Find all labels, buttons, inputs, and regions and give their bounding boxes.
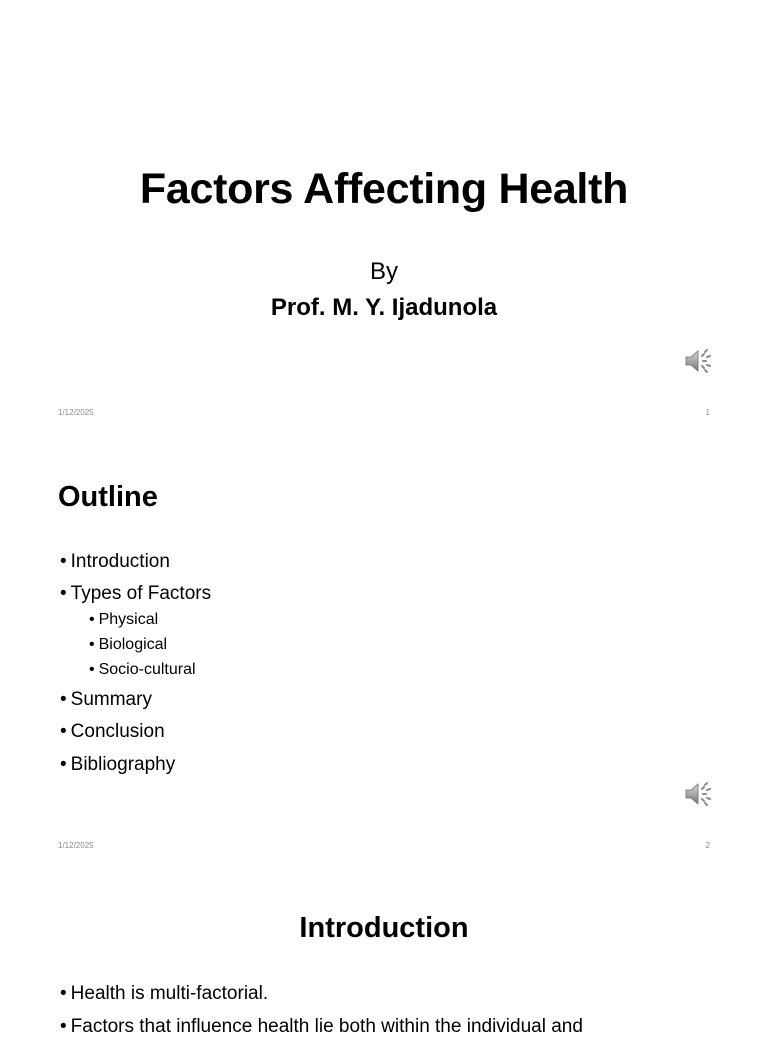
introduction-title: Introduction [299, 912, 469, 944]
slide-date: 1/12/2025 [58, 408, 94, 417]
list-item: • Health is multi-factorial. [60, 983, 269, 1004]
sub-list-item: • Socio-cultural [89, 661, 196, 678]
bullet-icon: • [60, 721, 67, 742]
sub-list-item: • Physical [89, 611, 159, 628]
bullet-icon: • [60, 983, 67, 1004]
bullet-icon: • [89, 611, 95, 628]
bullet-icon: • [60, 754, 67, 775]
slide-2 [0, 433, 768, 866]
bullet-icon: • [60, 551, 67, 572]
slide-title: Factors Affecting Health [139, 165, 629, 213]
slide-number: 2 [705, 841, 710, 850]
list-item: • Types of Factors [60, 583, 212, 604]
sub-list-item: • Biological [89, 636, 168, 653]
by-label: By [369, 258, 398, 285]
slide-3 [0, 866, 768, 1037]
speaker-icon[interactable] [684, 781, 712, 812]
bullet-icon: • [60, 1016, 67, 1037]
list-item: • Conclusion [60, 721, 165, 742]
bullet-icon: • [60, 583, 67, 604]
bullet-icon: • [60, 689, 67, 710]
list-item: • Introduction [60, 551, 170, 572]
speaker-icon[interactable] [684, 348, 712, 379]
bullet-icon: • [89, 636, 95, 653]
slide-1 [0, 0, 768, 433]
bullet-icon: • [89, 661, 95, 678]
slide-number: 1 [705, 408, 710, 417]
slide-date: 1/12/2025 [58, 841, 94, 850]
outline-title: Outline [58, 481, 158, 513]
author-name: Prof. M. Y. Ijadunola [270, 294, 498, 321]
list-item: • Bibliography [60, 754, 176, 775]
list-item: • Summary [60, 689, 152, 710]
list-item: • Factors that influence health lie both within the individual and [60, 1016, 583, 1037]
